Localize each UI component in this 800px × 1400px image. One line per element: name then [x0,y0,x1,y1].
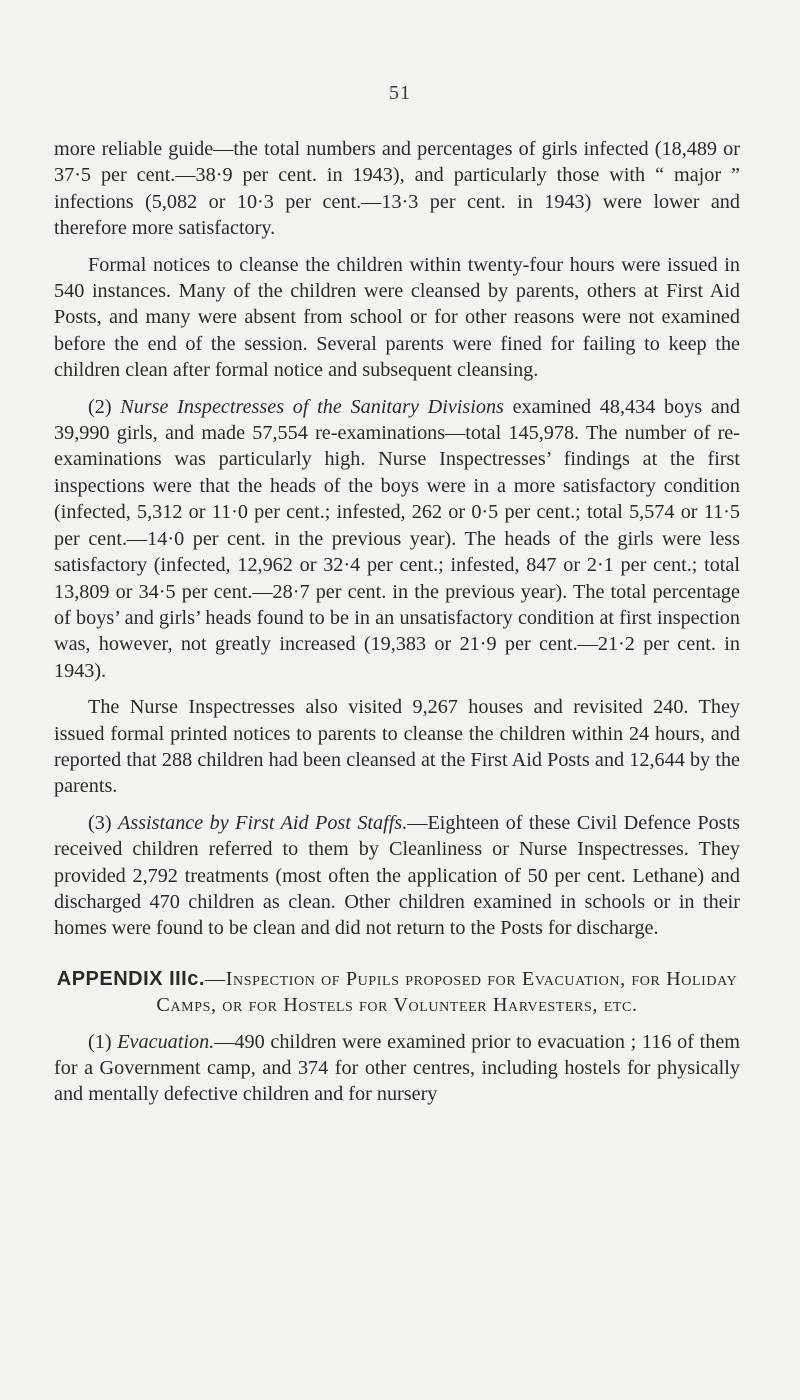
section-title: Evacuation. [117,1030,215,1053]
paragraph-girls-infection: more reliable guide—the total numbers and percentages of girls infected (18,489 or 37·5 per cent.—38·9 per cent. in 1943), and particularly those with “ major ” infections (5,082 or 10·3 per cent.—13·3 per cent. in 1943) were lower and therefore more satisfactory. [54,138,740,240]
appendix-title: —Inspection of Pupils proposed for Evacuation, for Holiday Camps, or for Hostels for Volunteer Harvesters, etc. [156,967,738,1017]
appendix-label: APPENDIX IIIc. [56,967,205,990]
section-title: Nurse Inspectresses of the Sanitary Divisions [120,395,504,418]
section-number: (3) [88,811,118,834]
section-number: (2) [88,395,121,418]
section-body: —490 children were examined prior to evacuation ; 116 of them for a Government camp, and 374 for other centres, including hostels for physically and mentally defective children and for nursery [54,1030,740,1106]
paragraph-house-visits: The Nurse Inspectresses also visited 9,267 houses and revisited 240. They issued formal printed notices to parents to cleanse the children within 24 hours, and reported that 288 children had been cleansed at the First Aid Posts and 12,644 by the parents. [54,696,740,798]
page-number: 51 [389,82,411,104]
section-body: —Eighteen of these Civil Defence Posts received children referred to them by Cleanliness or Nurse Inspectresses. They provided 2,792 treatments (most often the application of 50 per cent. Lethane) and discharged 470 children as clean. Other children examined in schools or in their homes were found to be clean and did not return to the Posts for discharge. [54,811,740,940]
body-text [54,136,740,1108]
paragraph-nurse-inspectresses [54,394,740,684]
section-title: Assistance by First Aid Post Staffs. [118,811,408,834]
section-body: examined 48,434 boys and 39,990 girls, and made 57,554 re-examinations—total 145,978. The number of re-examinations was particularly high. Nurse Inspectresses’ findings at the first inspections were that the heads of the boys were in a more satisfactory condition (infected, 5,312 or 11·0 per cent.; infested, 262 or 0·5 per cent.; total 5,574 or 11·5 per cent.—14·0 per cent. in the previous year). The heads of the girls were less satisfactory (infected, 12,962 or 32·4 per cent.; infested, 847 or 2·1 per cent.; total 13,809 or 34·5 per cent.—28·7 per cent. in the previous year). The total percentage of boys’ and girls’ heads found to be in an unsatisfactory condition at first inspection was, however, not greatly increased (19,383 or 21·9 per cent.—21·2 per cent. in 1943). [54,395,740,682]
paragraph-formal-notices: Formal notices to cleanse the children within twenty-four hours were issued in 540 instances. Many of the children were cleansed by parents, others at First Aid Posts, and many were absent from school or for other reasons were not examined before the end of the session. Several parents were fined for failing to keep the children clean after formal notice and subsequent cleansing. [54,253,740,382]
paragraph-evacuation [54,1029,740,1108]
paragraph-first-aid-posts [54,810,740,942]
appendix-heading [54,966,740,1019]
section-number: (1) [88,1030,118,1053]
